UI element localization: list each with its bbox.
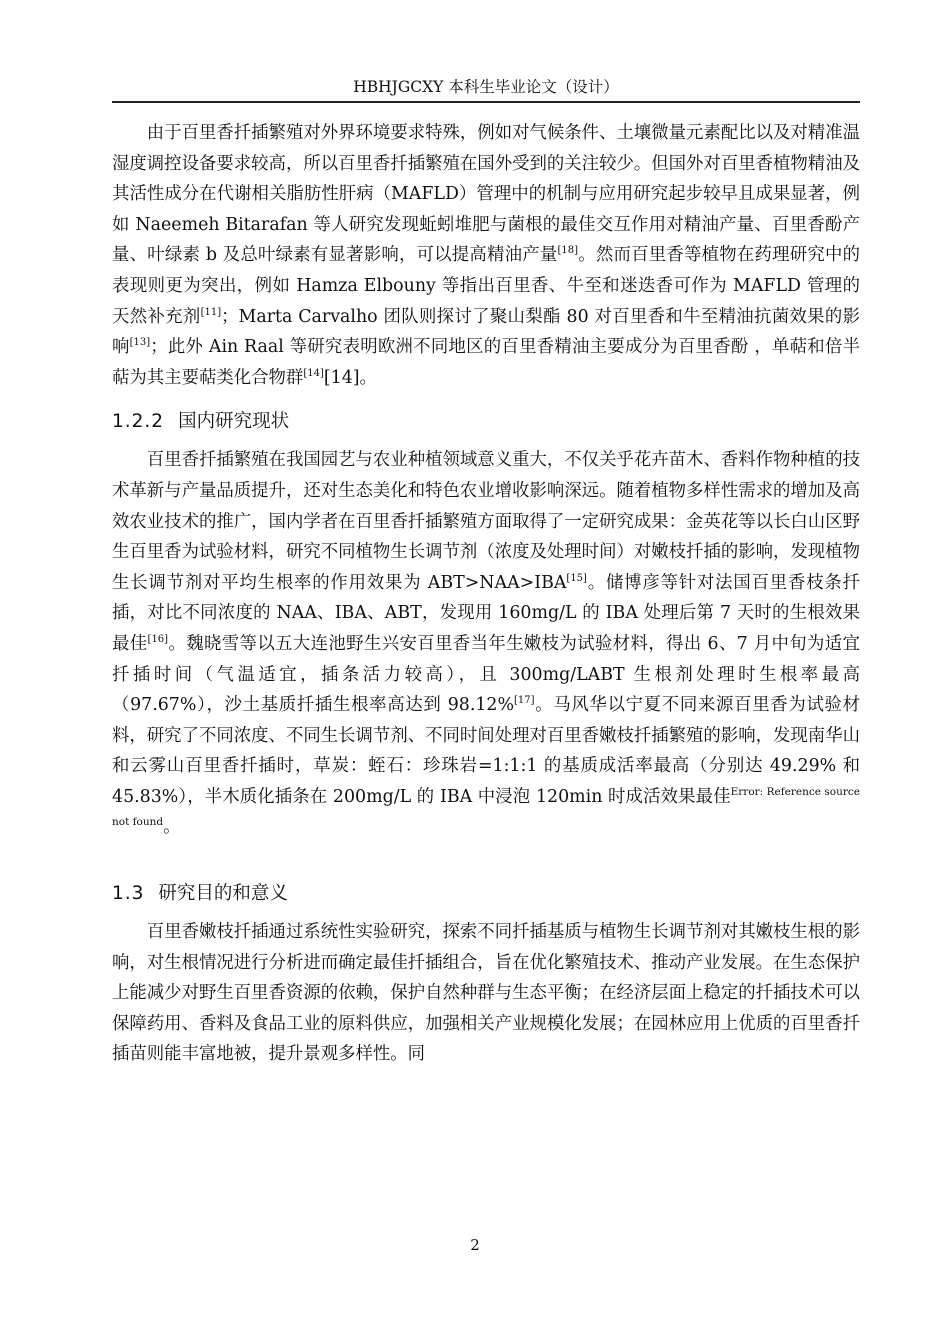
citation-error: Error: Reference source not found xyxy=(112,786,860,829)
citation-11: [11] xyxy=(200,306,222,318)
para2-text-5: 。 xyxy=(163,817,181,838)
citation-17: [17] xyxy=(514,695,535,707)
para1-text-4: ；此外 Ain Raal 等研究表明欧洲不同地区的百里香精油主要成分为百里香酚 ，单萜和倍半萜为其主要萜类化合物群 xyxy=(112,337,860,388)
paragraph-purpose: 百里香嫩枝扦插通过系统性实验研究，探索不同扦插基质与植物生长调节剂对其嫩枝生根的影响，对生根情况进行分析进而确定最佳扦插组合，旨在优化繁殖技术、推动产业发展。在生态保护上能减少对野生百里香资源的依赖，保护自然种群与生态平衡；在经济层面上稳定的扦插技术可以保障药用、香料及食品工业的原料供应，加强相关产业规模化发展；在园林应用上优质的百里香扦插苗则能丰富地被，提升景观多样性。同 xyxy=(112,922,860,1065)
para1-text-2: 。然而百里香等植物在药理研究中的表现则更为突出，例如 Hamza Elbouny 等指出百里香、牛至和迷迭香可作为 MAFLD 管理的天然补充剂 xyxy=(112,245,860,327)
paragraph-domestic-research xyxy=(112,445,860,843)
citation-14: [14] xyxy=(303,367,324,379)
section-title: 研究目的和意义 xyxy=(158,883,288,905)
para1-text-1: 由于百里香扦插繁殖对外界环境要求特殊，例如对气候条件、土壤微量元素配比以及对精准温湿度调控设备要求较高，所以百里香扦插繁殖在国外受到的关注较少。但国外对百里香植物精油及其活性成分在代谢相关脂肪性肝病（MAFLD）管理中的机制与应用研究起步较早且成果显著，例如 Naeemeh Bitarafan 等人研究发现蚯蚓堆肥与菌根的最佳交互作用对精油产量、百里香酚产量、叶绿素 b 及总叶绿素有显著影响，可以提高精油产量 xyxy=(112,123,860,266)
page-number: 2 xyxy=(470,1236,480,1254)
para1-text-3: ；Marta Carvalho 团队则探讨了聚山梨酯 80 对百里香和牛至精油抗菌效果的影响 xyxy=(112,306,860,358)
paragraph-foreign-research xyxy=(112,118,860,393)
header-rule xyxy=(112,101,860,103)
citation-15: [15] xyxy=(566,572,587,584)
page-header: HBHJGCXY 本科生毕业论文（设计） xyxy=(353,78,619,96)
section-number: 1.3 xyxy=(112,883,145,905)
citation-16: [16] xyxy=(147,634,169,646)
para1-text-5: [14]。 xyxy=(323,367,377,388)
citation-13: [13] xyxy=(129,337,151,349)
para2-text-1: 百里香扦插繁殖在我国园艺与农业种植领域意义重大，不仅关乎花卉苗木、香料作物种植的技术革新与产量品质提升，还对生态美化和特色农业增收影响深远。随着植物多样性需求的增加及高效农业技术的推广，国内学者在百里香扦插繁殖方面取得了一定研究成果：金英花等以长白山区野生百里香为试验材料，研究不同植物生长调节剂（浓度及处理时间）对嫩枝扦插的影响，发现植物生长调节剂对平均生根率的作用效果为 ABT>NAA>IBA xyxy=(112,450,860,593)
para2-text-4: 。马风华以宁夏不同来源百里香为试验材料，研究了不同浓度、不同生长调节剂、不同时间处理对百里香嫩枝扦插繁殖的影响，发现南华山和云雾山百里香扦插时，草炭：蛭石：珍珠岩=1:1:1 的基质成活率最高（分别达 49.29% 和 45.83%），半木质化插条在 200mg/L 的 IBA 中浸泡 120min 时成活效果最佳 xyxy=(112,695,860,807)
citation-18: [18] xyxy=(557,245,579,257)
para2-text-2: 。储博彦等针对法国百里香枝条扦插，对比不同浓度的 NAA、IBA、ABT，发现用 160mg/L 的 IBA 处理后第 7 天时的生根效果最佳 xyxy=(112,572,860,654)
para2-text-3: 。魏晓雪等以五大连池野生兴安百里香当年生嫩枝为试验材料，得出 6、7 月中旬为适宜扦插时间（气温适宜，插条活力较高），且 300mg/LABT 生根剂处理时生根率最高（97.67%），沙土基质扦插生根率高达到 98.12% xyxy=(112,633,860,716)
section-number: 1.2.2 xyxy=(112,411,165,433)
section-title: 国内研究现状 xyxy=(178,411,290,433)
section-heading-1-3 xyxy=(112,879,860,909)
page-body xyxy=(112,118,860,1070)
section-heading-1-2-2 xyxy=(112,407,860,437)
